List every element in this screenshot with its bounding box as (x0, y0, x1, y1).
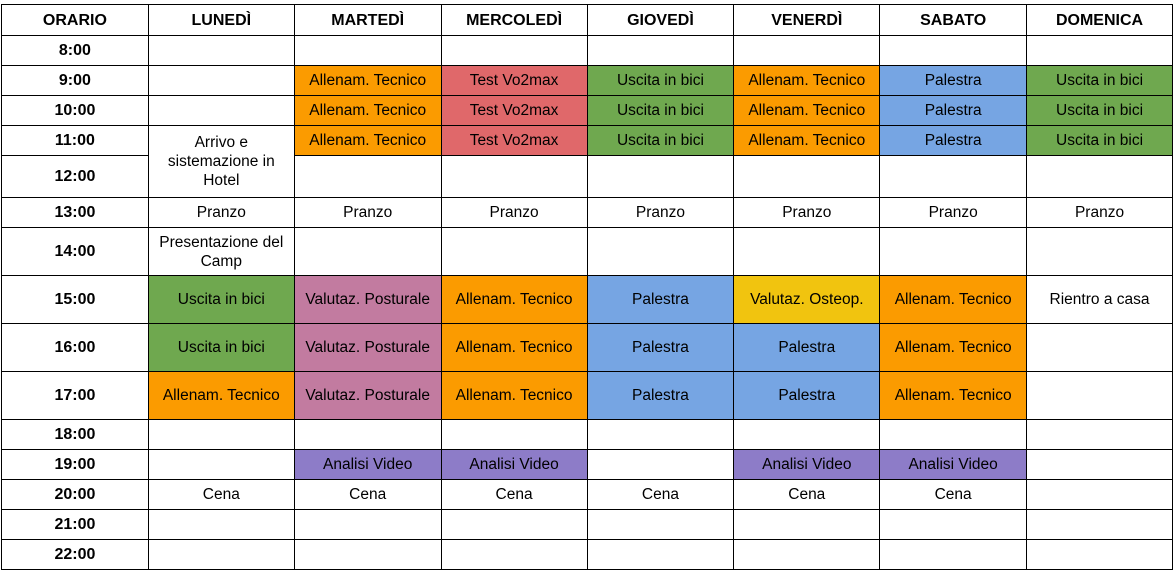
time-label: 11:00 (2, 126, 149, 156)
header-orario: ORARIO (2, 5, 149, 36)
activity-cell: Palestra (880, 66, 1027, 96)
header-domenica: DOMENICA (1027, 5, 1173, 36)
activity-cell: Cena (294, 480, 441, 510)
activity-cell: Allenam. Tecnico (880, 372, 1027, 420)
activity-cell: Valutaz. Posturale (294, 324, 441, 372)
cell-empty (441, 540, 587, 570)
header-sabato: SABATO (880, 5, 1027, 36)
cell-empty (734, 156, 880, 198)
cell-empty (294, 510, 441, 540)
cell-empty (880, 156, 1027, 198)
cell-empty (1027, 510, 1173, 540)
cell-empty (294, 540, 441, 570)
activity-cell: Pranzo (148, 198, 294, 228)
cell-empty (880, 510, 1027, 540)
cell-empty (294, 156, 441, 198)
time-label: 14:00 (2, 228, 149, 276)
activity-cell: Pranzo (880, 198, 1027, 228)
cell-empty (148, 540, 294, 570)
activity-cell: Analisi Video (734, 450, 880, 480)
activity-cell: Uscita in bici (587, 66, 734, 96)
cell-empty (880, 540, 1027, 570)
cell-empty (734, 36, 880, 66)
time-label: 20:00 (2, 480, 149, 510)
time-label: 19:00 (2, 450, 149, 480)
header-giovedi: GIOVEDÌ (587, 5, 734, 36)
cell-empty (148, 36, 294, 66)
row-1800 (2, 420, 1173, 450)
row-2000 (2, 480, 1173, 510)
cell-empty (587, 540, 734, 570)
activity-cell: Test Vo2max (441, 96, 587, 126)
cell-empty (587, 36, 734, 66)
activity-cell: Allenam. Tecnico (441, 324, 587, 372)
activity-cell: Allenam. Tecnico (294, 126, 441, 156)
row-1600 (2, 324, 1173, 372)
time-label: 10:00 (2, 96, 149, 126)
cell-empty (587, 510, 734, 540)
cell-empty (880, 420, 1027, 450)
activity-cell: Cena (734, 480, 880, 510)
activity-cell: Palestra (880, 96, 1027, 126)
cell-empty (734, 228, 880, 276)
cell-empty (441, 420, 587, 450)
activity-cell: Test Vo2max (441, 126, 587, 156)
row-1500 (2, 276, 1173, 324)
time-label: 9:00 (2, 66, 149, 96)
row-0800 (2, 36, 1173, 66)
row-1700 (2, 372, 1173, 420)
time-label: 16:00 (2, 324, 149, 372)
cell-empty (1027, 540, 1173, 570)
activity-cell: Pranzo (587, 198, 734, 228)
header-lunedi: LUNEDÌ (148, 5, 294, 36)
activity-cell: Valutaz. Osteop. (734, 276, 880, 324)
cell-empty (587, 450, 734, 480)
activity-cell: Valutaz. Posturale (294, 276, 441, 324)
cell-empty (148, 66, 294, 96)
activity-cell: Allenam. Tecnico (734, 96, 880, 126)
cell-empty (148, 450, 294, 480)
row-1000 (2, 96, 1173, 126)
cell-empty (294, 420, 441, 450)
activity-cell: Uscita in bici (1027, 126, 1173, 156)
row-1300 (2, 198, 1173, 228)
cell-empty (1027, 480, 1173, 510)
activity-cell: Uscita in bici (1027, 66, 1173, 96)
cell-empty (1027, 156, 1173, 198)
time-label: 18:00 (2, 420, 149, 450)
cell-empty (1027, 36, 1173, 66)
cell-empty (880, 36, 1027, 66)
cell-empty (734, 510, 880, 540)
cell-empty (587, 228, 734, 276)
activity-cell: Uscita in bici (148, 324, 294, 372)
cell-empty (148, 420, 294, 450)
time-label: 21:00 (2, 510, 149, 540)
cell-empty (441, 228, 587, 276)
header-martedi: MARTEDÌ (294, 5, 441, 36)
activity-cell: Uscita in bici (1027, 96, 1173, 126)
activity-cell: Test Vo2max (441, 66, 587, 96)
activity-cell: Allenam. Tecnico (148, 372, 294, 420)
activity-cell: Valutaz. Posturale (294, 372, 441, 420)
activity-cell: Allenam. Tecnico (441, 276, 587, 324)
cell-empty (441, 36, 587, 66)
activity-cell: Palestra (880, 126, 1027, 156)
cell-empty (441, 156, 587, 198)
cell-empty (1027, 324, 1173, 372)
activity-cell: Arrivo e sistemazione in Hotel (148, 126, 294, 198)
cell-empty (1027, 228, 1173, 276)
cell-empty (294, 228, 441, 276)
cell-empty (1027, 450, 1173, 480)
time-label: 12:00 (2, 156, 149, 198)
cell-empty (734, 420, 880, 450)
activity-cell: Uscita in bici (587, 96, 734, 126)
activity-cell: Cena (587, 480, 734, 510)
activity-cell: Allenam. Tecnico (734, 126, 880, 156)
activity-cell: Analisi Video (441, 450, 587, 480)
activity-cell: Allenam. Tecnico (880, 324, 1027, 372)
cell-empty (148, 510, 294, 540)
cell-empty (880, 228, 1027, 276)
time-label: 22:00 (2, 540, 149, 570)
activity-cell: Pranzo (1027, 198, 1173, 228)
activity-cell: Pranzo (734, 198, 880, 228)
weekly-schedule-table (1, 4, 1173, 570)
activity-cell: Pranzo (441, 198, 587, 228)
row-1400 (2, 228, 1173, 276)
time-label: 8:00 (2, 36, 149, 66)
activity-cell: Pranzo (294, 198, 441, 228)
activity-cell: Palestra (734, 372, 880, 420)
header-mercoledi: MERCOLEDÌ (441, 5, 587, 36)
activity-cell: Allenam. Tecnico (294, 66, 441, 96)
row-2100 (2, 510, 1173, 540)
activity-cell: Allenam. Tecnico (294, 96, 441, 126)
activity-cell: Allenam. Tecnico (734, 66, 880, 96)
activity-cell: Cena (148, 480, 294, 510)
cell-empty (441, 510, 587, 540)
activity-cell: Rientro a casa (1027, 276, 1173, 324)
cell-empty (148, 96, 294, 126)
activity-cell: Analisi Video (880, 450, 1027, 480)
time-label: 15:00 (2, 276, 149, 324)
activity-cell: Allenam. Tecnico (441, 372, 587, 420)
activity-cell: Palestra (587, 324, 734, 372)
activity-cell: Analisi Video (294, 450, 441, 480)
activity-cell: Uscita in bici (148, 276, 294, 324)
activity-cell: Presentazione del Camp (148, 228, 294, 276)
row-0900 (2, 66, 1173, 96)
activity-cell: Palestra (734, 324, 880, 372)
row-2200 (2, 540, 1173, 570)
header-venerdi: VENERDÌ (734, 5, 880, 36)
activity-cell: Cena (441, 480, 587, 510)
cell-empty (1027, 420, 1173, 450)
time-label: 13:00 (2, 198, 149, 228)
activity-cell: Allenam. Tecnico (880, 276, 1027, 324)
cell-empty (587, 420, 734, 450)
activity-cell: Uscita in bici (587, 126, 734, 156)
activity-cell: Cena (880, 480, 1027, 510)
row-1100 (2, 126, 1173, 156)
row-1900 (2, 450, 1173, 480)
cell-empty (734, 540, 880, 570)
activity-cell: Palestra (587, 276, 734, 324)
header-row (2, 5, 1173, 36)
activity-cell: Palestra (587, 372, 734, 420)
cell-empty (587, 156, 734, 198)
cell-empty (1027, 372, 1173, 420)
cell-empty (294, 36, 441, 66)
time-label: 17:00 (2, 372, 149, 420)
